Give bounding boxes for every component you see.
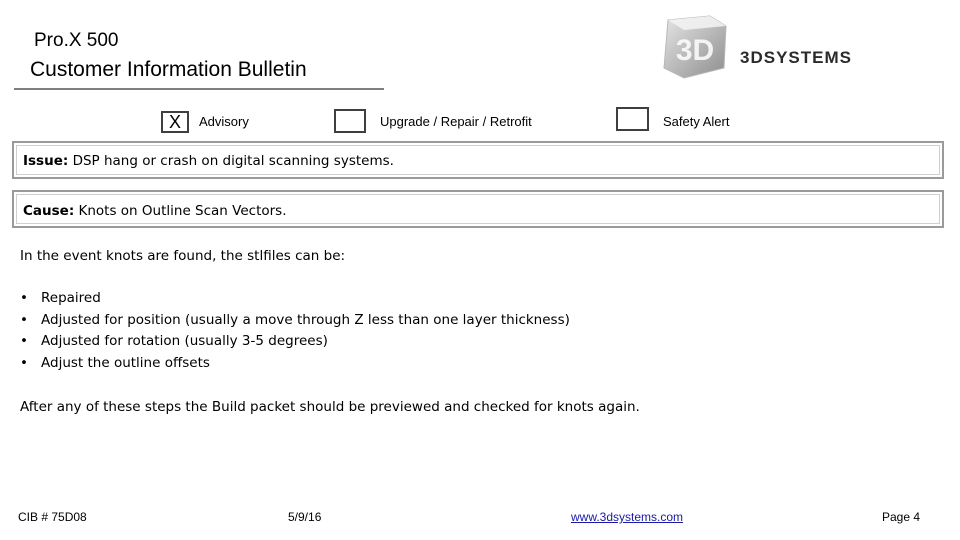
page-number: Page 4 [882,510,921,524]
brand-wordmark: 3DSYSTEMS [740,48,852,67]
list-item: • Adjust the outline offsets [20,353,720,375]
closing-paragraph: After any of these steps the Build packet should be previewed and checked for knots again. [20,399,640,415]
cause-label: Cause: [23,203,75,219]
upgrade-repair-retrofit-checkbox[interactable] [334,109,366,133]
3d-systems-logo-icon [658,14,940,82]
list-item: • Repaired [20,288,720,310]
safety-alert-label: Safety Alert [663,114,730,129]
product-name: Pro.X 500 [34,30,119,51]
safety-alert-checkbox[interactable] [616,107,649,131]
title-underline [14,88,384,90]
company-logo [658,14,940,82]
list-item: • Adjusted for rotation (usually 3-5 degrees) [20,331,720,353]
issue-box [12,141,944,179]
issue-text [23,153,394,169]
cause-text [23,203,287,219]
svg-text:3D: 3D [675,34,715,67]
issue-description: DSP hang or crash on digital scanning systems. [72,153,394,169]
document-type-title: Customer Information Bulletin [30,58,307,81]
issue-label: Issue: [23,153,69,169]
bulletin-date: 5/9/16 [288,510,322,524]
advisory-checkbox[interactable]: X [161,111,189,133]
cause-description: Knots on Outline Scan Vectors. [78,203,287,219]
advisory-label: Advisory [199,114,249,129]
remedy-list [20,288,720,375]
website-link[interactable]: www.3dsystems.com [571,510,684,524]
cib-number: CIB # 75D08 [18,510,87,524]
cause-box [12,190,944,228]
upgrade-repair-retrofit-label: Upgrade / Repair / Retrofit [380,114,532,129]
intro-paragraph: In the event knots are found, the stlfiles can be: [20,248,346,264]
list-item: • Adjusted for position (usually a move through Z less than one layer thickness) [20,310,720,332]
